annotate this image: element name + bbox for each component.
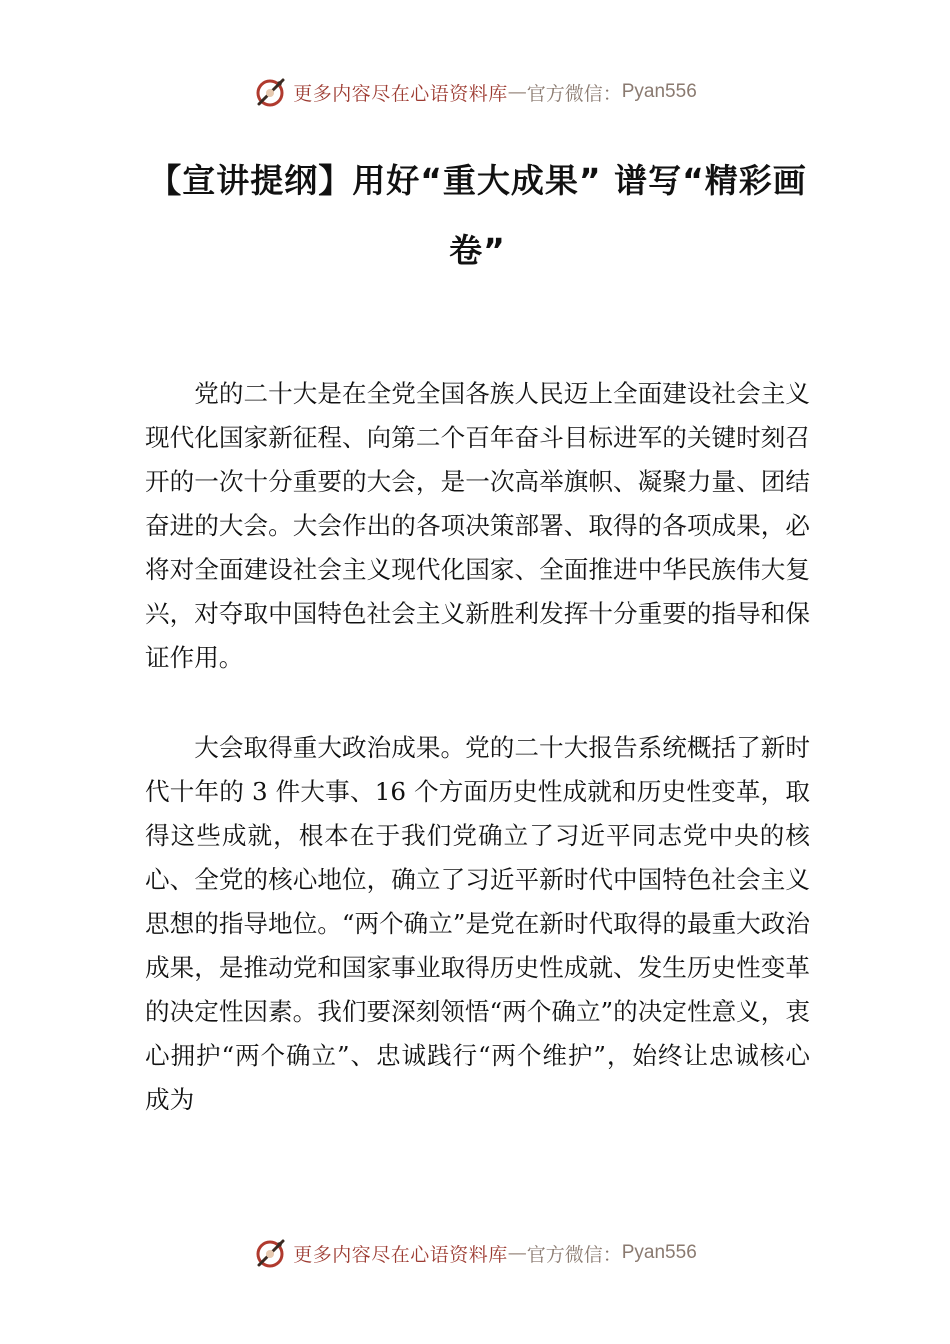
banner-wechat-id: Pyan556 bbox=[621, 1242, 697, 1263]
banner-wechat-id: Pyan556 bbox=[621, 81, 697, 102]
document-body bbox=[145, 372, 810, 1122]
paragraph-1: 党的二十大是在全党全国各族人民迈上全面建设社会主义现代化国家新征程、向第二个百年奋斗目标进军的关键时刻召开的一次十分重要的大会，是一次高举旗帜、凝聚力量、团结奋进的大会。大会作出的各项决策部署、取得的各项成果，必将对全面建设社会主义现代化国家、全面推进中华民族伟大复兴，对夺取中国特色社会主义新胜利发挥十分重要的指导和保证作用。 bbox=[145, 379, 810, 672]
header-banner bbox=[0, 70, 950, 114]
banner-separator: — bbox=[507, 1242, 527, 1264]
document-title: 【宣讲提纲】用好“重大成果” 谱写“精彩画卷” bbox=[148, 161, 807, 270]
paragraph-2: 大会取得重大政治成果。党的二十大报告系统概括了新时代十年的 3 件大事、16 个方面历史性成就和历史性变革，取得这些成就，根本在于我们党确立了习近平同志党中央的核心、全党的核心地位，确立了习近平新时代中国特色社会主义思想的指导地位。“两个确立”是党在新时代取得的最重大政治成果，是推动党和国家事业取得历史性成就、发生历史性变革的决定性因素。我们要深刻领悟“两个确立”的决定性意义，衷心拥护“两个确立”、忠诚践行“两个维护”，始终让忠诚核心成为 bbox=[145, 733, 810, 1114]
banner-wechat-label: 官方微信： bbox=[526, 82, 622, 105]
banner-slogan: 更多内容尽在心语资料库 bbox=[293, 1243, 508, 1266]
quill-logo-icon bbox=[253, 1235, 289, 1271]
banner-wechat-label: 官方微信： bbox=[526, 1243, 622, 1266]
quill-logo-icon bbox=[253, 74, 289, 110]
footer-banner bbox=[0, 1231, 950, 1275]
banner-slogan: 更多内容尽在心语资料库 bbox=[293, 82, 508, 105]
banner-separator: — bbox=[507, 81, 527, 103]
